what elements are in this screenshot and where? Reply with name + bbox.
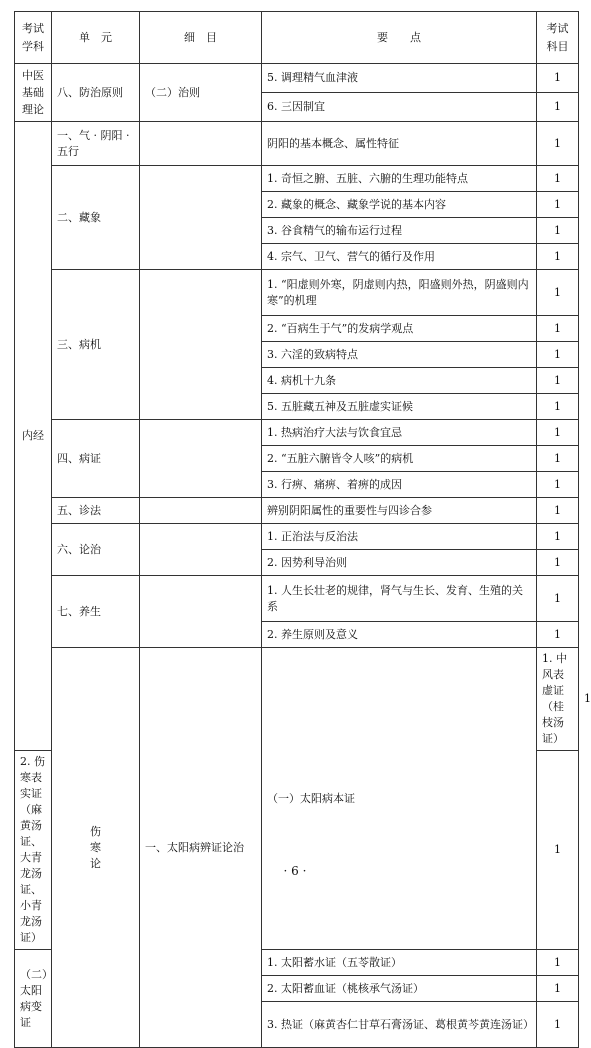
count-cell: 1 xyxy=(537,976,579,1002)
syllabus-table xyxy=(14,11,591,1048)
point-cell: 3. 行痹、痛痹、着痹的成因 xyxy=(262,472,537,498)
count-cell: 1 xyxy=(537,622,579,648)
count-cell: 1 xyxy=(537,498,579,524)
count-cell: 1 xyxy=(537,244,579,270)
page-number: · 6 · xyxy=(283,864,307,878)
detail-cell xyxy=(140,420,262,498)
point-cell: 阴阳的基本概念、属性特征 xyxy=(262,122,537,166)
unit-cell: 四、病证 xyxy=(52,420,140,498)
point-cell: 2. “五脏六腑皆令人咳”的病机 xyxy=(262,446,537,472)
count-cell: 1 xyxy=(537,1002,579,1048)
detail-cell xyxy=(140,576,262,648)
table-row xyxy=(15,420,579,446)
header-points: 要 点 xyxy=(262,12,537,64)
point-cell: 1. 热病治疗大法与饮食宜忌 xyxy=(262,420,537,446)
point-cell: 1. 奇恒之腑、五脏、六腑的生理功能特点 xyxy=(262,166,537,192)
count-cell: 1 xyxy=(537,576,579,622)
detail-cell xyxy=(140,524,262,576)
count-cell: 1 xyxy=(537,368,579,394)
header-unit: 单 元 xyxy=(52,12,140,64)
point-cell: 1. “阳虚则外寒，阴虚则内热，阳盛则外热，阴盛则内寒”的机理 xyxy=(262,270,537,316)
point-cell: 6. 三因制宜 xyxy=(262,93,537,122)
point-cell: 4. 宗气、卫气、营气的循行及作用 xyxy=(262,244,537,270)
point-cell: 1. 中风表虚证（桂枝汤证） xyxy=(537,648,579,751)
count-cell: 1 xyxy=(537,342,579,368)
point-cell: 1. 人生长壮老的规律，肾气与生长、发育、生殖的关系 xyxy=(262,576,537,622)
count-cell: 1 xyxy=(537,950,579,976)
count-cell: 1 xyxy=(537,394,579,420)
subject-cell: 中医 基础 理论 xyxy=(15,64,52,122)
count-cell: 1 xyxy=(537,446,579,472)
table-row xyxy=(15,498,579,524)
point-cell: 2. 太阳蓄血证（桃核承气汤证） xyxy=(262,976,537,1002)
header-count: 考试 科目 xyxy=(537,12,579,64)
count-cell: 1 xyxy=(537,270,579,316)
point-cell: 5. 调理精气血津液 xyxy=(262,64,537,93)
count-cell: 1 xyxy=(537,550,579,576)
unit-cell: 八、防治原则 xyxy=(52,64,140,122)
count-cell: 1 xyxy=(537,472,579,498)
point-cell: 5. 五脏藏五神及五脏虚实证候 xyxy=(262,394,537,420)
unit-cell: 三、病机 xyxy=(52,270,140,420)
count-cell: 1 xyxy=(537,93,579,122)
point-cell: 2. 藏象的概念、藏象学说的基本内容 xyxy=(262,192,537,218)
detail-cell xyxy=(140,270,262,420)
count-cell: 1 xyxy=(537,122,579,166)
count-cell: 1 xyxy=(537,751,579,950)
table-row xyxy=(15,64,579,93)
header-detail: 细 目 xyxy=(140,12,262,64)
table-header-row xyxy=(15,12,579,64)
point-cell: 3. 六淫的致病特点 xyxy=(262,342,537,368)
table-row xyxy=(15,122,579,166)
unit-cell: 一、气 · 阴阳 · 五行 xyxy=(52,122,140,166)
unit-cell: 七、养生 xyxy=(52,576,140,648)
point-cell: 辨别阴阳属性的重要性与四诊合参 xyxy=(262,498,537,524)
count-cell: 1 xyxy=(537,218,579,244)
table-row xyxy=(15,524,579,550)
unit-cell: 五、诊法 xyxy=(52,498,140,524)
detail-cell xyxy=(140,122,262,166)
table-row xyxy=(15,270,579,316)
point-cell: 2. “百病生于气”的发病学观点 xyxy=(262,316,537,342)
subject-cell: 内经 xyxy=(15,122,52,751)
count-cell: 1 xyxy=(537,420,579,446)
detail-cell: （二）治则 xyxy=(140,64,262,122)
count-cell: 1 xyxy=(537,524,579,550)
point-cell: 3. 谷食精气的输布运行过程 xyxy=(262,218,537,244)
table-row: 伤 寒 论 一、太阳病辨证论治 （一）太阳病本证 1. 中风表虚证（桂枝汤证） 1 xyxy=(15,648,579,751)
unit-cell: 六、论治 xyxy=(52,524,140,576)
count-cell: 1 xyxy=(537,166,579,192)
count-cell: 1 xyxy=(537,64,579,93)
detail-cell: （一）太阳病本证 xyxy=(262,648,537,950)
point-cell: 1. 正治法与反治法 xyxy=(262,524,537,550)
header-subject: 考试 学科 xyxy=(15,12,52,64)
count-cell: 1 xyxy=(537,316,579,342)
point-cell: 2. 因势利导治则 xyxy=(262,550,537,576)
point-cell: 4. 病机十九条 xyxy=(262,368,537,394)
point-cell: 2. 伤寒表实证（麻黄汤证、大青龙汤证、小青龙汤证） xyxy=(15,751,52,950)
count-cell: 1 xyxy=(537,192,579,218)
table-row xyxy=(15,166,579,192)
subject-cell: 伤 寒 论 xyxy=(52,648,140,1048)
unit-cell: 一、太阳病辨证论治 xyxy=(140,648,262,1048)
detail-cell xyxy=(140,166,262,270)
point-cell: 3. 热证（麻黄杏仁甘草石膏汤证、葛根黄芩黄连汤证） xyxy=(262,1002,537,1048)
detail-cell xyxy=(140,498,262,524)
table-row xyxy=(15,576,579,622)
point-cell: 2. 养生原则及意义 xyxy=(262,622,537,648)
detail-cell: （二）太阳病变证 xyxy=(15,950,52,1048)
unit-cell: 二、藏象 xyxy=(52,166,140,270)
point-cell: 1. 太阳蓄水证（五苓散证） xyxy=(262,950,537,976)
